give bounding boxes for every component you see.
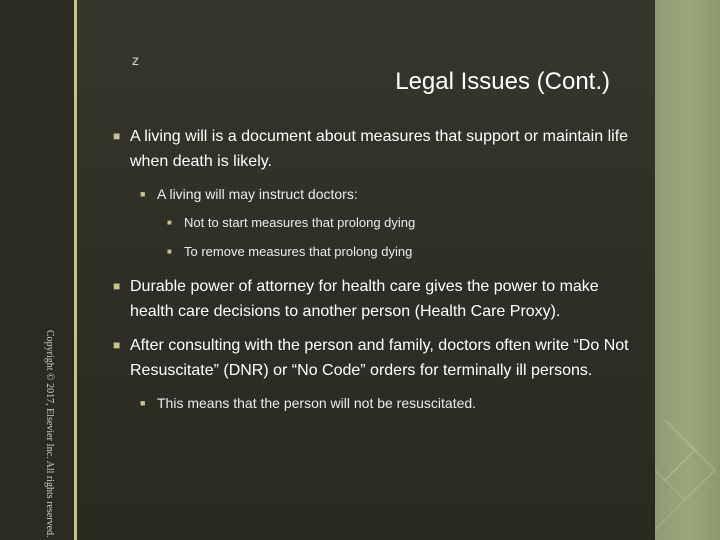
z-logo-icon: z (132, 54, 139, 69)
bullet-item (113, 393, 633, 413)
bullet-item (113, 243, 633, 261)
square-bullet-icon: ■ (140, 189, 146, 199)
bullet-text: A living will is a document about measures that support or maintain life when death is likely. (130, 128, 629, 170)
bullet-item (113, 184, 633, 204)
slide-title: Legal Issues (Cont.) (395, 68, 610, 95)
bullet-text: A living will may instruct doctors: (157, 186, 358, 202)
square-bullet-icon: ■ (113, 279, 121, 293)
bullet-text: This means that the person will not be resuscitated. (157, 395, 477, 411)
bullet-text: Durable power of attorney for health care gives the power to make health care decisions to another person (Health Care Proxy). (130, 278, 599, 320)
bullet-item (113, 333, 633, 383)
bullet-text: Not to start measures that prolong dying (184, 215, 416, 230)
copyright-notice: Copyright © 2017, Elsevier Inc. All rights reserved. (44, 330, 55, 538)
bullet-text: To remove measures that prolong dying (184, 244, 413, 259)
square-bullet-icon: ■ (167, 247, 172, 256)
bullet-text: After consulting with the person and family, doctors often write “Do Not Resuscitate” (DNR) or “No Code” orders for terminally ill persons. (130, 337, 629, 379)
bullet-item (113, 124, 633, 174)
square-bullet-icon: ■ (167, 218, 172, 227)
square-bullet-icon: ■ (113, 129, 121, 143)
rail-accent-line (74, 0, 77, 540)
square-bullet-icon: ■ (140, 398, 146, 408)
chevron-decoration (655, 0, 720, 540)
left-rail (0, 0, 75, 540)
square-bullet-icon: ■ (113, 338, 121, 352)
bullet-item (113, 214, 633, 232)
bullet-item (113, 274, 633, 324)
bullet-list (113, 124, 633, 413)
